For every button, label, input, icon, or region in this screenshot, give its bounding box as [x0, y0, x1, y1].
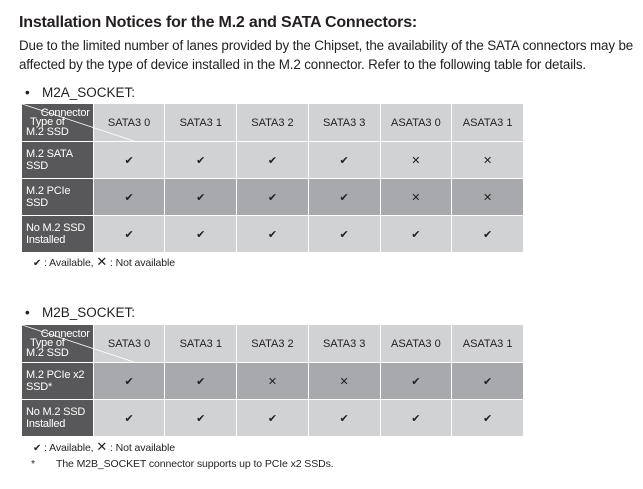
table-header-row	[22, 104, 524, 142]
column-header: SATA3 1	[165, 325, 237, 363]
check-icon: ✔	[33, 443, 42, 454]
check-icon-cell: ✔	[165, 363, 237, 400]
check-icon-cell: ✔	[308, 142, 380, 179]
cross-icon-cell: ✕	[380, 179, 452, 216]
table-row	[22, 216, 524, 253]
cross-icon-cell: ✕	[308, 363, 380, 400]
footnote	[31, 458, 334, 470]
check-icon-cell: ✔	[308, 400, 380, 437]
m2b-heading-label: M2B_SOCKET:	[42, 305, 136, 320]
check-icon-cell: ✔	[93, 400, 165, 437]
column-header: SATA3 0	[93, 325, 165, 363]
cross-icon-cell: ✕	[237, 363, 309, 400]
check-icon-cell: ✔	[452, 400, 524, 437]
table-corner-cell	[22, 104, 94, 142]
m2b-table	[21, 324, 524, 437]
check-icon-cell: ✔	[380, 400, 452, 437]
column-header: SATA3 3	[308, 325, 380, 363]
check-icon-cell: ✔	[93, 179, 165, 216]
check-icon-cell: ✔	[165, 142, 237, 179]
corner-type-line2: M.2 SSD	[26, 347, 69, 359]
m2a-heading-label: M2A_SOCKET:	[42, 85, 136, 100]
corner-connector-label: Connector	[40, 107, 90, 119]
check-icon-cell: ✔	[308, 216, 380, 253]
column-header: ASATA3 0	[380, 104, 452, 142]
check-icon-cell: ✔	[165, 400, 237, 437]
footnote-marker: *	[31, 458, 35, 470]
column-header: ASATA3 0	[380, 325, 452, 363]
column-header: ASATA3 1	[452, 325, 524, 363]
check-icon-cell: ✔	[380, 363, 452, 400]
check-icon-cell: ✔	[308, 179, 380, 216]
legend-not-available-label: : Not available	[109, 442, 176, 454]
column-header: SATA3 2	[237, 325, 309, 363]
check-icon-cell: ✔	[237, 179, 309, 216]
m2a-heading	[25, 85, 135, 100]
m2a-table	[21, 103, 524, 253]
legend-not-available-label: : Not available	[109, 257, 176, 269]
table-corner-cell	[22, 325, 94, 363]
m2a-legend	[33, 254, 175, 270]
legend-available-label: : Available,	[44, 257, 94, 269]
column-header: SATA3 3	[308, 104, 380, 142]
check-icon-cell: ✔	[237, 216, 309, 253]
cross-icon-cell: ✕	[452, 142, 524, 179]
check-icon-cell: ✔	[452, 216, 524, 253]
table-row	[22, 363, 524, 400]
corner-type-line1: Type of	[29, 116, 65, 128]
column-header: SATA3 0	[93, 104, 165, 142]
table-header-row	[22, 325, 524, 363]
column-header: ASATA3 1	[452, 104, 524, 142]
row-header: No M.2 SSD Installed	[22, 400, 94, 437]
legend-available-label: : Available,	[44, 442, 94, 454]
corner-type-line1: Type of	[29, 337, 65, 349]
table-row	[22, 142, 524, 179]
row-header: M.2 PCIe SSD	[22, 179, 94, 216]
row-header: M.2 PCIe x2 SSD*	[22, 363, 94, 400]
row-header: M.2 SATA SSD	[22, 142, 94, 179]
check-icon: ✔	[33, 258, 42, 269]
cross-icon-cell: ✕	[452, 179, 524, 216]
check-icon-cell: ✔	[165, 179, 237, 216]
cross-icon: ✕	[96, 439, 108, 454]
column-header: SATA3 1	[165, 104, 237, 142]
cross-icon-cell: ✕	[380, 142, 452, 179]
m2b-heading	[25, 305, 135, 320]
row-header: No M.2 SSD Installed	[22, 216, 94, 253]
check-icon-cell: ✔	[93, 363, 165, 400]
bullet: •	[25, 305, 30, 320]
page-title: Installation Notices for the M.2 and SATA Connectors:	[19, 14, 418, 31]
corner-type-label	[26, 117, 69, 137]
check-icon-cell: ✔	[93, 142, 165, 179]
cross-icon: ✕	[96, 254, 108, 269]
footnote-text: The M2B_SOCKET connector supports up to PCIe x2 SSDs.	[56, 458, 334, 470]
check-icon-cell: ✔	[93, 216, 165, 253]
corner-connector-label: Connector	[40, 328, 90, 340]
column-header: SATA3 2	[237, 104, 309, 142]
check-icon-cell: ✔	[237, 400, 309, 437]
check-icon-cell: ✔	[237, 142, 309, 179]
table-row	[22, 179, 524, 216]
bullet: •	[25, 85, 30, 100]
table-row	[22, 400, 524, 437]
corner-type-line2: M.2 SSD	[26, 126, 69, 138]
m2b-legend	[33, 439, 175, 455]
check-icon-cell: ✔	[452, 363, 524, 400]
check-icon-cell: ✔	[380, 216, 452, 253]
intro-paragraph: Due to the limited number of lanes provided by the Chipset, the availability of the SATA connectors may be affected by the type of device installed in the M.2 connector. Refer to the following table for details.	[19, 38, 634, 72]
check-icon-cell: ✔	[165, 216, 237, 253]
corner-type-label	[26, 338, 69, 358]
